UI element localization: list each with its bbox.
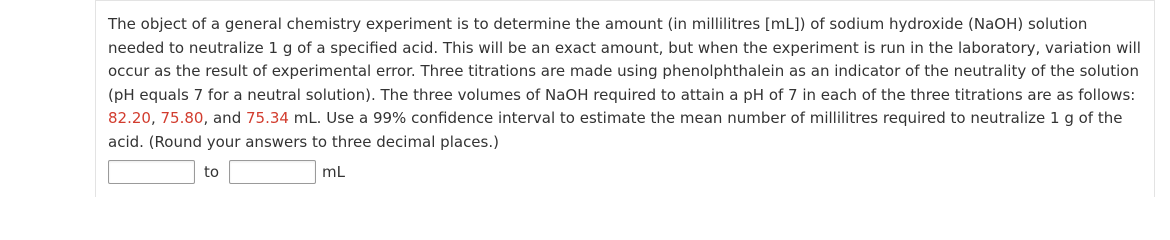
- titration-value-3: 75.34: [245, 109, 289, 127]
- question-text-before: The object of a general chemistry experiment is to determine the amount (in millilitres [mL]) of sodium hydroxide (NaOH) solution needed to neutralize 1 g of a specified acid. This will be an exact amount, but when the experiment is run in the laboratory, variation will occur as the result of experimental error. Three titrations are made using phenolphthalein as an indicator of the neutrality of the solution (pH equals 7 for a neutral solution). The three volumes of NaOH required to attain a pH of 7 in each of the three titrations are as follows:: [108, 15, 1141, 104]
- titration-value-2: 75.80: [160, 109, 204, 127]
- upper-bound-input[interactable]: [229, 160, 316, 184]
- unit-label: mL: [322, 163, 345, 181]
- question-text: [108, 13, 1148, 154]
- answer-row: [108, 158, 345, 186]
- titration-value-1: 82.20: [108, 109, 151, 127]
- separator-1: ,: [150, 109, 161, 127]
- to-label: to: [204, 163, 220, 181]
- lower-bound-input[interactable]: [108, 160, 195, 184]
- question-text-after: mL. Use a 99% confidence interval to estimate the mean number of millilitres required to neutralize 1 g of the acid. (Round your answers to three decimal places.): [108, 109, 1123, 151]
- separator-2: , and: [203, 109, 246, 127]
